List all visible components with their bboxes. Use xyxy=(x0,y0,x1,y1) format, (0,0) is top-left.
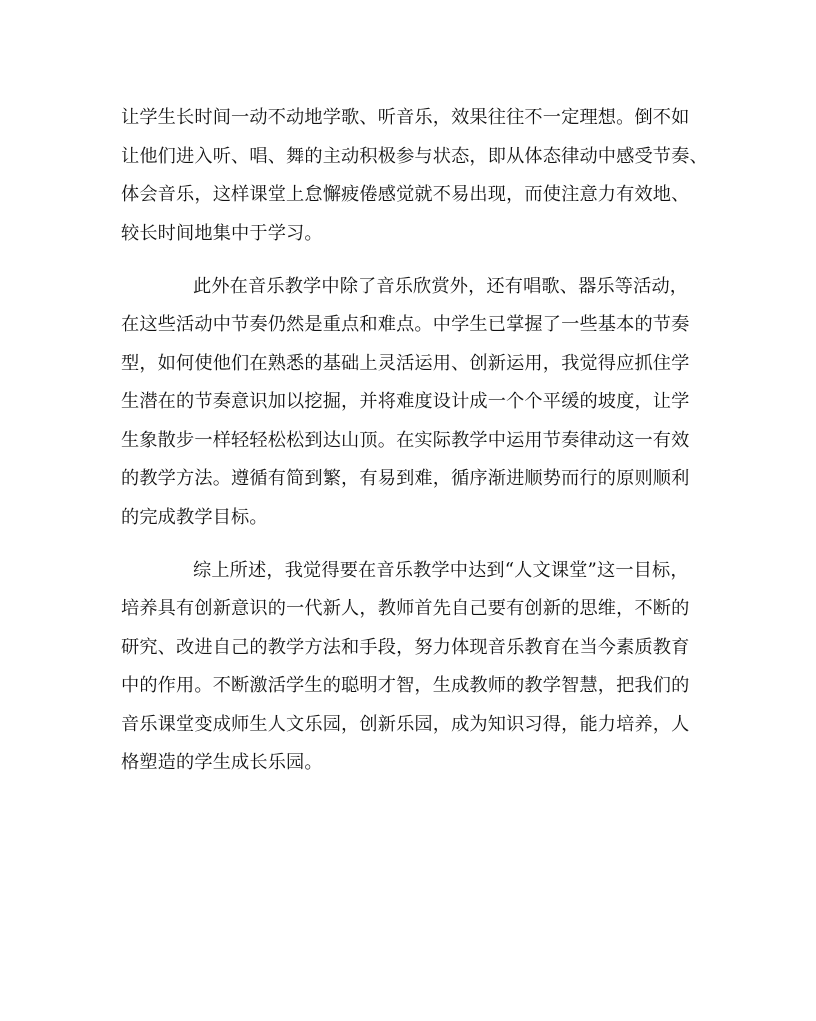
paragraph-line: 型，如何使他们在熟悉的基础上灵活运用、创新运用，我觉得应抓住学 xyxy=(121,353,690,374)
paragraph-line: 综上所述，我觉得要在音乐教学中达到“人文课堂”这一目标， xyxy=(193,560,689,581)
paragraph-line: 让他们进入听、唱、舞的主动积极参与状态，即从体态律动中感受节奏、 xyxy=(121,146,708,167)
paragraph-line: 格塑造的学生成长乐园。 xyxy=(121,752,323,773)
paragraph-line: 音乐课堂变成师生人文乐园，创新乐园，成为知识习得，能力培养，人 xyxy=(121,714,690,735)
paragraph-line: 培养具有创新意识的一代新人，教师首先自己要有创新的思维，不断的 xyxy=(121,598,690,619)
paragraph-line: 体会音乐，这样课堂上怠懈疲倦感觉就不易出现，而使注意力有效地、 xyxy=(121,184,690,205)
paragraph-line: 生潜在的节奏意识加以挖掘，并将难度设计成一个个平缓的坡度，让学 xyxy=(121,391,690,412)
paragraph-line: 的教学方法。遵循有简到繁，有易到难，循序渐进顺势而行的原则顺利 xyxy=(121,468,690,489)
paragraph-line: 较长时间地集中于学习。 xyxy=(121,223,323,244)
paragraph-line: 生象散步一样轻轻松松到达山顶。在实际教学中运用节奏律动这一有效 xyxy=(121,430,690,451)
paragraph-line: 让学生长时间一动不动地学歌、听音乐，效果往往不一定理想。倒不如 xyxy=(121,107,690,128)
paragraph-line: 中的作用。不断激活学生的聪明才智，生成教师的教学智慧，把我们的 xyxy=(121,675,690,696)
paragraph-line: 的完成教学目标。 xyxy=(121,507,268,528)
paragraph-line: 研究、改进自己的教学方法和手段，努力体现音乐教育在当今素质教育 xyxy=(121,637,690,658)
paragraph-line: 在这些活动中节奏仍然是重点和难点。中学生已掌握了一些基本的节奏 xyxy=(121,314,690,335)
paragraph-line: 此外在音乐教学中除了音乐欣赏外，还有唱歌、器乐等活动， xyxy=(193,276,689,297)
